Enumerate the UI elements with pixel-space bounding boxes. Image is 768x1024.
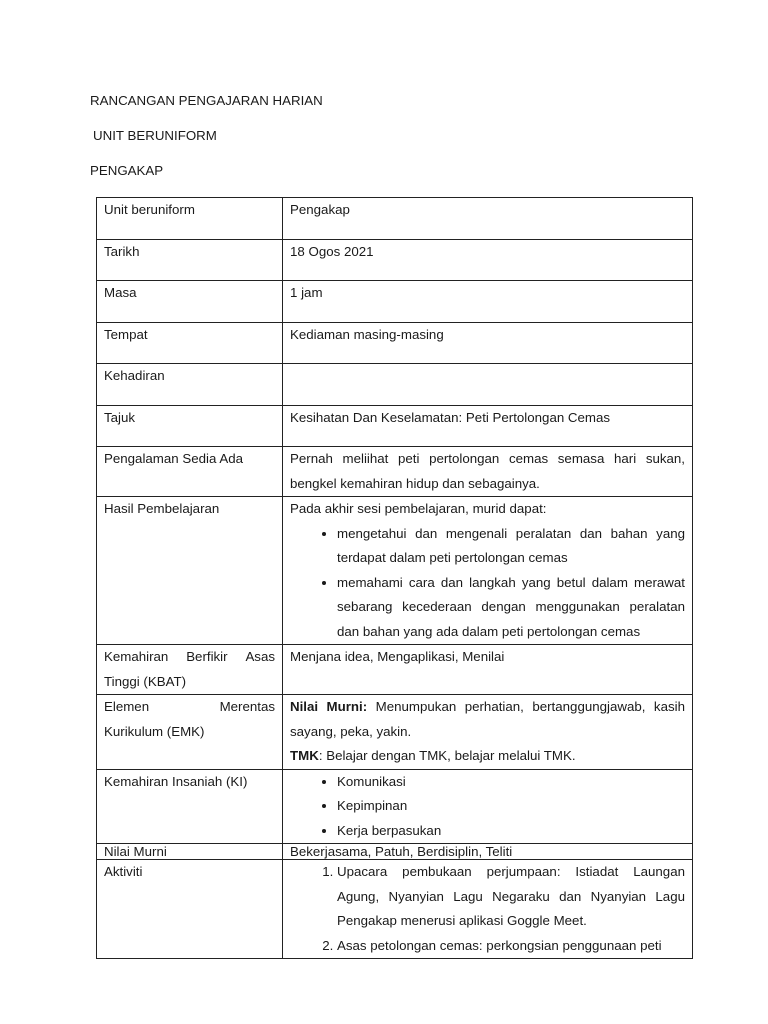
emk-nilai xyxy=(290,695,685,744)
table-row xyxy=(97,844,693,860)
row-value: 18 Ogos 2021 xyxy=(283,240,693,281)
unit-heading: UNIT BERUNIFORM xyxy=(93,128,217,143)
row-value: Bekerjasama, Patuh, Berdisiplin, Teliti xyxy=(283,844,693,860)
label-word: Elemen xyxy=(104,699,150,714)
row-label: Tempat xyxy=(97,323,283,364)
emk-nilai-label: Nilai Murni: xyxy=(290,699,368,714)
row-value: 1 jam xyxy=(283,281,693,323)
row-value: Pernah meliihat peti pertolongan cemas semasa hari sukan, bengkel kemahiran hidup dan sebagainya. xyxy=(283,447,693,497)
outcome-intro: Pada akhir sesi pembelajaran, murid dapat: xyxy=(290,501,547,516)
ki-list xyxy=(290,770,685,844)
table-row xyxy=(97,240,693,281)
row-value xyxy=(283,860,693,959)
activity-list xyxy=(290,860,685,958)
table-row xyxy=(97,198,693,240)
row-label xyxy=(97,645,283,695)
row-value: Kesihatan Dan Keselamatan: Peti Pertolongan Cemas xyxy=(283,406,693,447)
row-value xyxy=(283,364,693,406)
row-value: Menjana idea, Mengaplikasi, Menilai xyxy=(283,645,693,695)
emk-nilai-text: Menumpukan perhatian, bertanggungjawab, kasih sayang, peka, yakin. xyxy=(290,699,685,739)
table-row xyxy=(97,497,693,645)
list-item: 1. Upacara pembukaan perjumpaan: Istiadat Laungan Agung, Nyanyian Lagu Negaraku dan Nyanyian Lagu Pengakap menerusi aplikasi Goggle Meet. xyxy=(337,860,685,934)
row-label: Pengalaman Sedia Ada xyxy=(97,447,283,497)
table-row xyxy=(97,323,693,364)
list-item: 2. Asas petolongan cemas: perkongsian penggunaan peti xyxy=(337,934,685,959)
label-word: Merentas xyxy=(219,699,275,714)
outcome-list xyxy=(290,522,685,645)
section-heading: PENGAKAP xyxy=(90,163,164,178)
label-word: Berfikir xyxy=(186,649,228,664)
list-item: • Kepimpinan xyxy=(337,794,685,819)
row-label: Unit beruniform xyxy=(97,198,283,240)
label-line: Tinggi (KBAT) xyxy=(104,673,187,689)
row-value xyxy=(283,497,693,645)
list-item: • Kerja berpasukan xyxy=(337,819,685,844)
list-item: • memahami cara dan langkah yang betul dalam merawat sebarang kecederaan dengan menggunakan peralatan dan bahan yang ada dalam peti pertolongan cemas xyxy=(337,571,685,645)
label-word: Kemahiran xyxy=(104,649,169,664)
row-label: Kehadiran xyxy=(97,364,283,406)
row-label: Kemahiran Insaniah (KI) xyxy=(97,769,283,844)
lesson-plan-table xyxy=(96,197,693,959)
row-label: Tajuk xyxy=(97,406,283,447)
row-value xyxy=(283,695,693,770)
emk-tmk-label: TMK xyxy=(290,748,319,763)
emk-tmk xyxy=(290,744,685,769)
emk-tmk-text: : Belajar dengan TMK, belajar melalui TMK. xyxy=(318,748,576,763)
row-label: Masa xyxy=(97,281,283,323)
table-row xyxy=(97,406,693,447)
row-label xyxy=(97,695,283,770)
row-value: Kediaman masing-masing xyxy=(283,323,693,364)
document-title: RANCANGAN PENGAJARAN HARIAN xyxy=(90,93,323,108)
label-word: Asas xyxy=(245,649,275,664)
label-line: Kurikulum (EMK) xyxy=(104,723,205,739)
row-label: Tarikh xyxy=(97,240,283,281)
table-row xyxy=(97,695,693,770)
table-row xyxy=(97,281,693,323)
row-value xyxy=(283,769,693,844)
table-row xyxy=(97,769,693,844)
row-label: Nilai Murni xyxy=(97,844,283,860)
list-item: • mengetahui dan mengenali peralatan dan bahan yang terdapat dalam peti pertolongan cemas xyxy=(337,522,685,571)
row-label: Hasil Pembelajaran xyxy=(97,497,283,645)
table-row xyxy=(97,447,693,497)
table-row xyxy=(97,364,693,406)
row-label: Aktiviti xyxy=(97,860,283,959)
row-value: Pengakap xyxy=(283,198,693,240)
table-row xyxy=(97,860,693,959)
table-row xyxy=(97,645,693,695)
list-item: • Komunikasi xyxy=(337,770,685,795)
